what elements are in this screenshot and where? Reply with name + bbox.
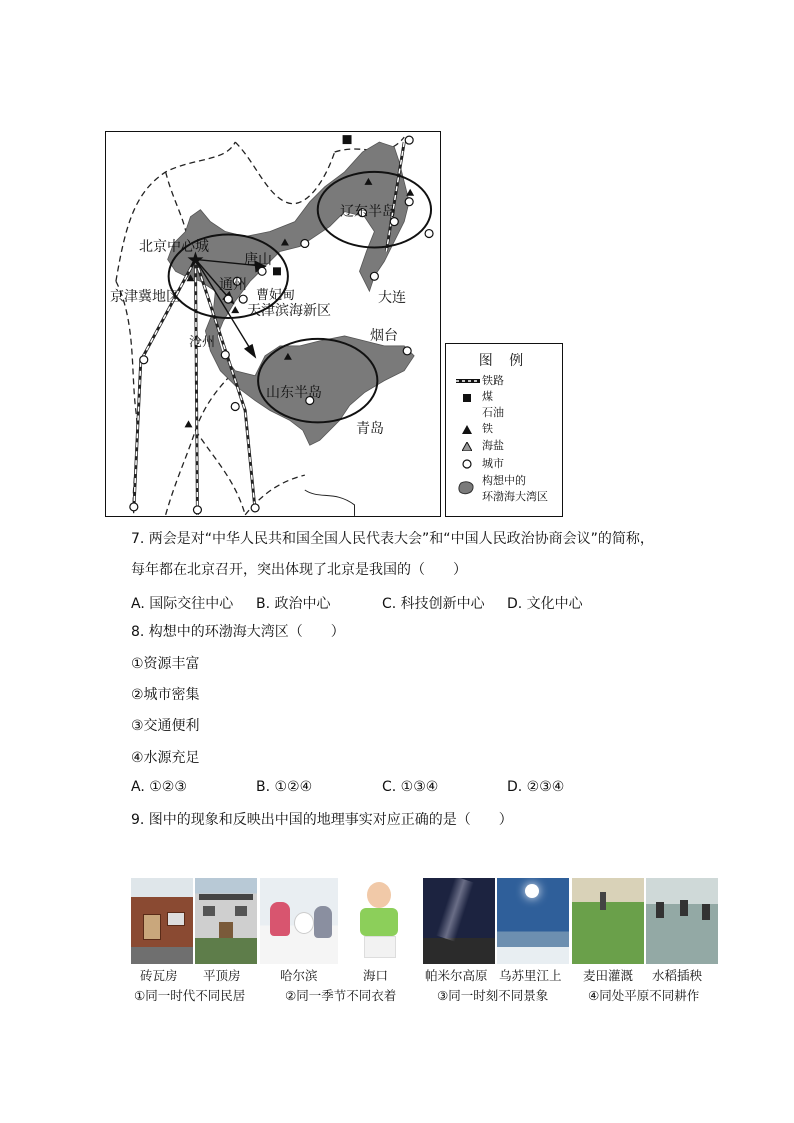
legend-iron: 铁 — [482, 422, 493, 435]
bohai-bay-area-map — [105, 131, 441, 517]
q8-option-d[interactable]: D. ②③④ — [507, 779, 565, 795]
caption-group-4: ④同处平原不同耕作 — [588, 988, 700, 1003]
label-brick-house: 砖瓦房 — [140, 968, 178, 983]
sea-salt-icon — [462, 442, 472, 451]
label-wusuli: 乌苏里江上 — [499, 968, 562, 983]
legend-bay-area-1: 构想中的 — [482, 474, 526, 487]
q7-stem-line2: 每年都在北京召开，突出体现了北京是我国的（ ） — [131, 562, 467, 578]
label-tianjin: 天津滨海新区 — [247, 303, 331, 319]
label-yantai: 烟台 — [370, 328, 398, 344]
label-jingjinji: 京津冀地区 — [110, 289, 180, 305]
caption-group-1: ①同一时代不同民居 — [134, 988, 246, 1003]
label-harbin: 哈尔滨 — [280, 968, 318, 983]
city-icon — [462, 459, 472, 469]
q7-option-d[interactable]: D. 文化中心 — [507, 596, 583, 612]
legend-oil: 石油 — [482, 406, 504, 419]
q7-option-a[interactable]: A. 国际交往中心 — [131, 596, 234, 612]
q7-option-b[interactable]: B. 政治中心 — [256, 596, 331, 612]
photo-flat-roof-house — [195, 878, 257, 964]
caption-group-2: ②同一季节不同衣着 — [285, 988, 397, 1003]
photo-wusuli-sunrise — [497, 878, 569, 964]
bay-area-icon — [458, 480, 476, 496]
legend-bay-area-2: 环渤海大湾区 — [482, 490, 548, 503]
q8-item-1: ①资源丰富 — [131, 656, 200, 672]
q8-item-2: ②城市密集 — [131, 687, 200, 703]
legend-sea-salt: 海盐 — [482, 439, 504, 452]
q9-stem: 9. 图中的现象和反映出中国的地理事实对应正确的是（ ） — [131, 812, 513, 828]
label-beijing: 北京中心城 — [139, 239, 209, 255]
legend-railway: 铁路 — [482, 374, 504, 387]
q8-option-c[interactable]: C. ①③④ — [382, 779, 439, 795]
legend-coal: 煤 — [482, 390, 493, 403]
label-qingdao: 青岛 — [356, 421, 384, 437]
railway-icon — [456, 377, 480, 385]
label-cangzhou: 沧州 — [189, 335, 216, 350]
q8-item-3: ③交通便利 — [131, 718, 200, 734]
label-flat-roof-house: 平顶房 — [203, 968, 241, 983]
label-shandong: 山东半岛 — [266, 385, 322, 401]
map-legend — [445, 343, 563, 517]
photo-pamir-night — [423, 878, 495, 964]
legend-city: 城市 — [482, 457, 504, 470]
photo-brick-house — [131, 878, 193, 964]
caption-group-3: ③同一时刻不同景象 — [437, 988, 549, 1003]
q7-option-c[interactable]: C. 科技创新中心 — [382, 596, 485, 612]
q7-stem-line1: 7. 两会是对“中华人民共和国全国人民代表大会”和“中国人民政治协商会议”的简称， — [131, 531, 654, 547]
label-pamir: 帕米尔高原 — [425, 968, 488, 983]
label-dalian: 大连 — [378, 290, 406, 306]
photo-harbin-winter — [260, 878, 338, 964]
photo-haikou-child — [340, 878, 418, 964]
label-rice-transplanting: 水稻插秧 — [652, 968, 703, 983]
map-drawing — [106, 132, 440, 516]
photo-rice-transplanting — [646, 878, 718, 964]
label-haikou: 海口 — [363, 968, 389, 983]
legend-title: 图 例 — [478, 353, 530, 369]
photo-wheat-irrigation — [572, 878, 644, 964]
label-liaodong: 辽东半岛 — [340, 204, 396, 220]
label-caofeidian: 曹妃甸 — [256, 288, 296, 303]
coal-icon — [463, 394, 472, 403]
iron-icon — [462, 425, 472, 434]
q8-item-4: ④水源充足 — [131, 750, 200, 766]
label-wheat-irrigation: 麦田灌溉 — [583, 968, 634, 983]
q8-stem: 8. 构想中的环渤海大湾区（ ） — [131, 624, 345, 640]
label-tongzhou: 通州 — [219, 277, 247, 293]
q8-option-b[interactable]: B. ①②④ — [256, 779, 313, 795]
q8-option-a[interactable]: A. ①②③ — [131, 779, 187, 795]
label-tangshan: 唐山 — [244, 252, 272, 268]
